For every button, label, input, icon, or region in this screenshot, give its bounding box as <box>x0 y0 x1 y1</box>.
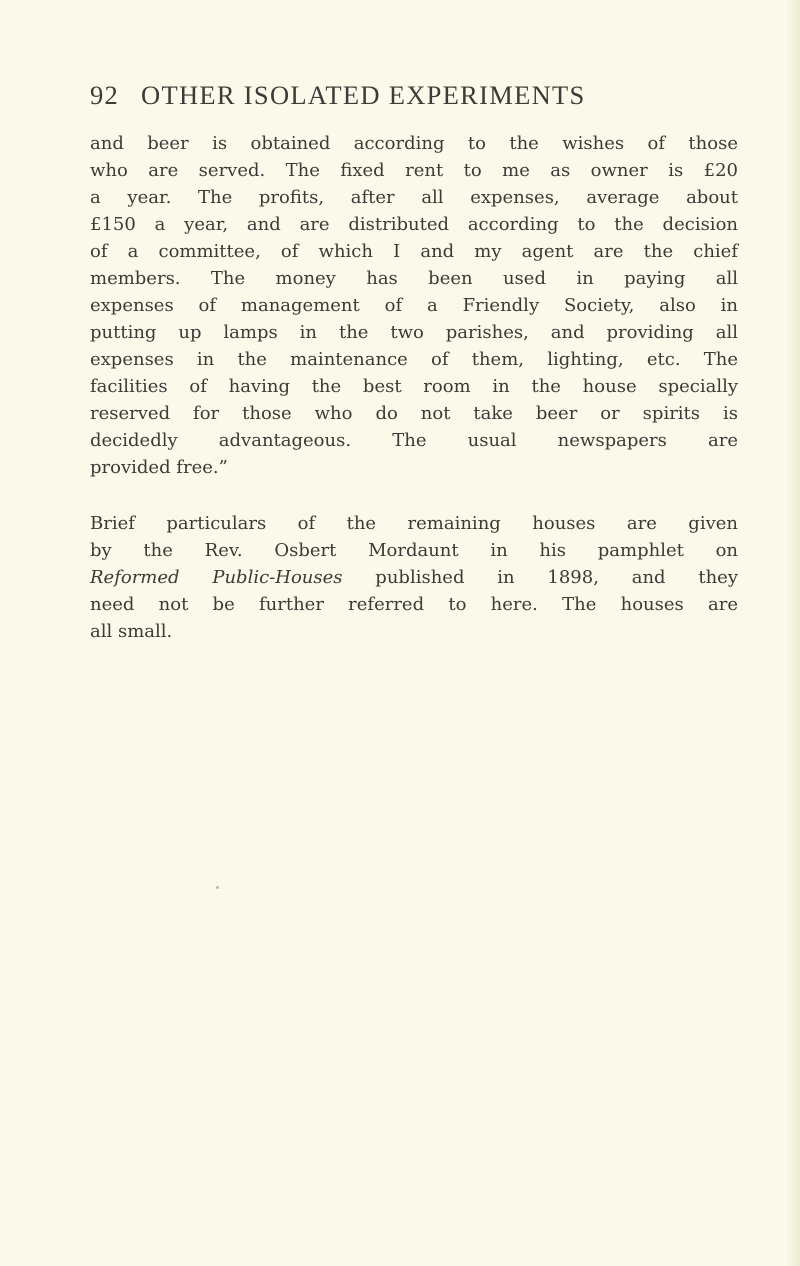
text-line: expenses of management of a Friendly Society, also in <box>90 295 738 316</box>
pamphlet-title: Reformed Public-Houses <box>90 567 343 588</box>
paragraph-2 <box>90 510 738 645</box>
paragraph-gap <box>90 481 738 510</box>
running-header <box>90 80 690 111</box>
text-line: all small. <box>90 621 173 642</box>
text-line: Brief particulars of the remaining houses are given <box>90 513 738 534</box>
body-text <box>90 130 738 645</box>
text-line: need not be further referred to here. The houses are <box>90 594 738 615</box>
text-line: reserved for those who do not take beer or spirits is <box>90 403 738 424</box>
text-line: facilities of having the best room in the house specially <box>90 376 738 397</box>
page-edge-shadow <box>786 0 800 1266</box>
text-line: a year. The profits, after all expenses, average about <box>90 187 738 208</box>
paper-speck <box>216 886 219 889</box>
paragraph-1 <box>90 130 738 481</box>
text-line: provided free.” <box>90 457 228 478</box>
text-line: expenses in the maintenance of them, lighting, etc. The <box>90 349 738 370</box>
page-number: 92 <box>90 80 120 110</box>
text-line: decidedly advantageous. The usual newspapers are <box>90 430 738 451</box>
text-fragment: published in 1898, and they <box>342 567 739 588</box>
text-line: and beer is obtained according to the wishes of those <box>90 133 738 154</box>
text-line: putting up lamps in the two parishes, and providing all <box>90 322 738 343</box>
text-line: members. The money has been used in paying all <box>90 268 738 289</box>
text-line: who are served. The fixed rent to me as owner is £20 <box>90 160 738 181</box>
text-line: by the Rev. Osbert Mordaunt in his pamphlet on <box>90 540 738 561</box>
running-title: OTHER ISOLATED EXPERIMENTS <box>141 80 586 110</box>
text-line: of a committee, of which I and my agent are the chief <box>90 241 738 262</box>
text-line-with-title <box>90 564 738 591</box>
text-line: £150 a year, and are distributed according to the decision <box>90 214 738 235</box>
